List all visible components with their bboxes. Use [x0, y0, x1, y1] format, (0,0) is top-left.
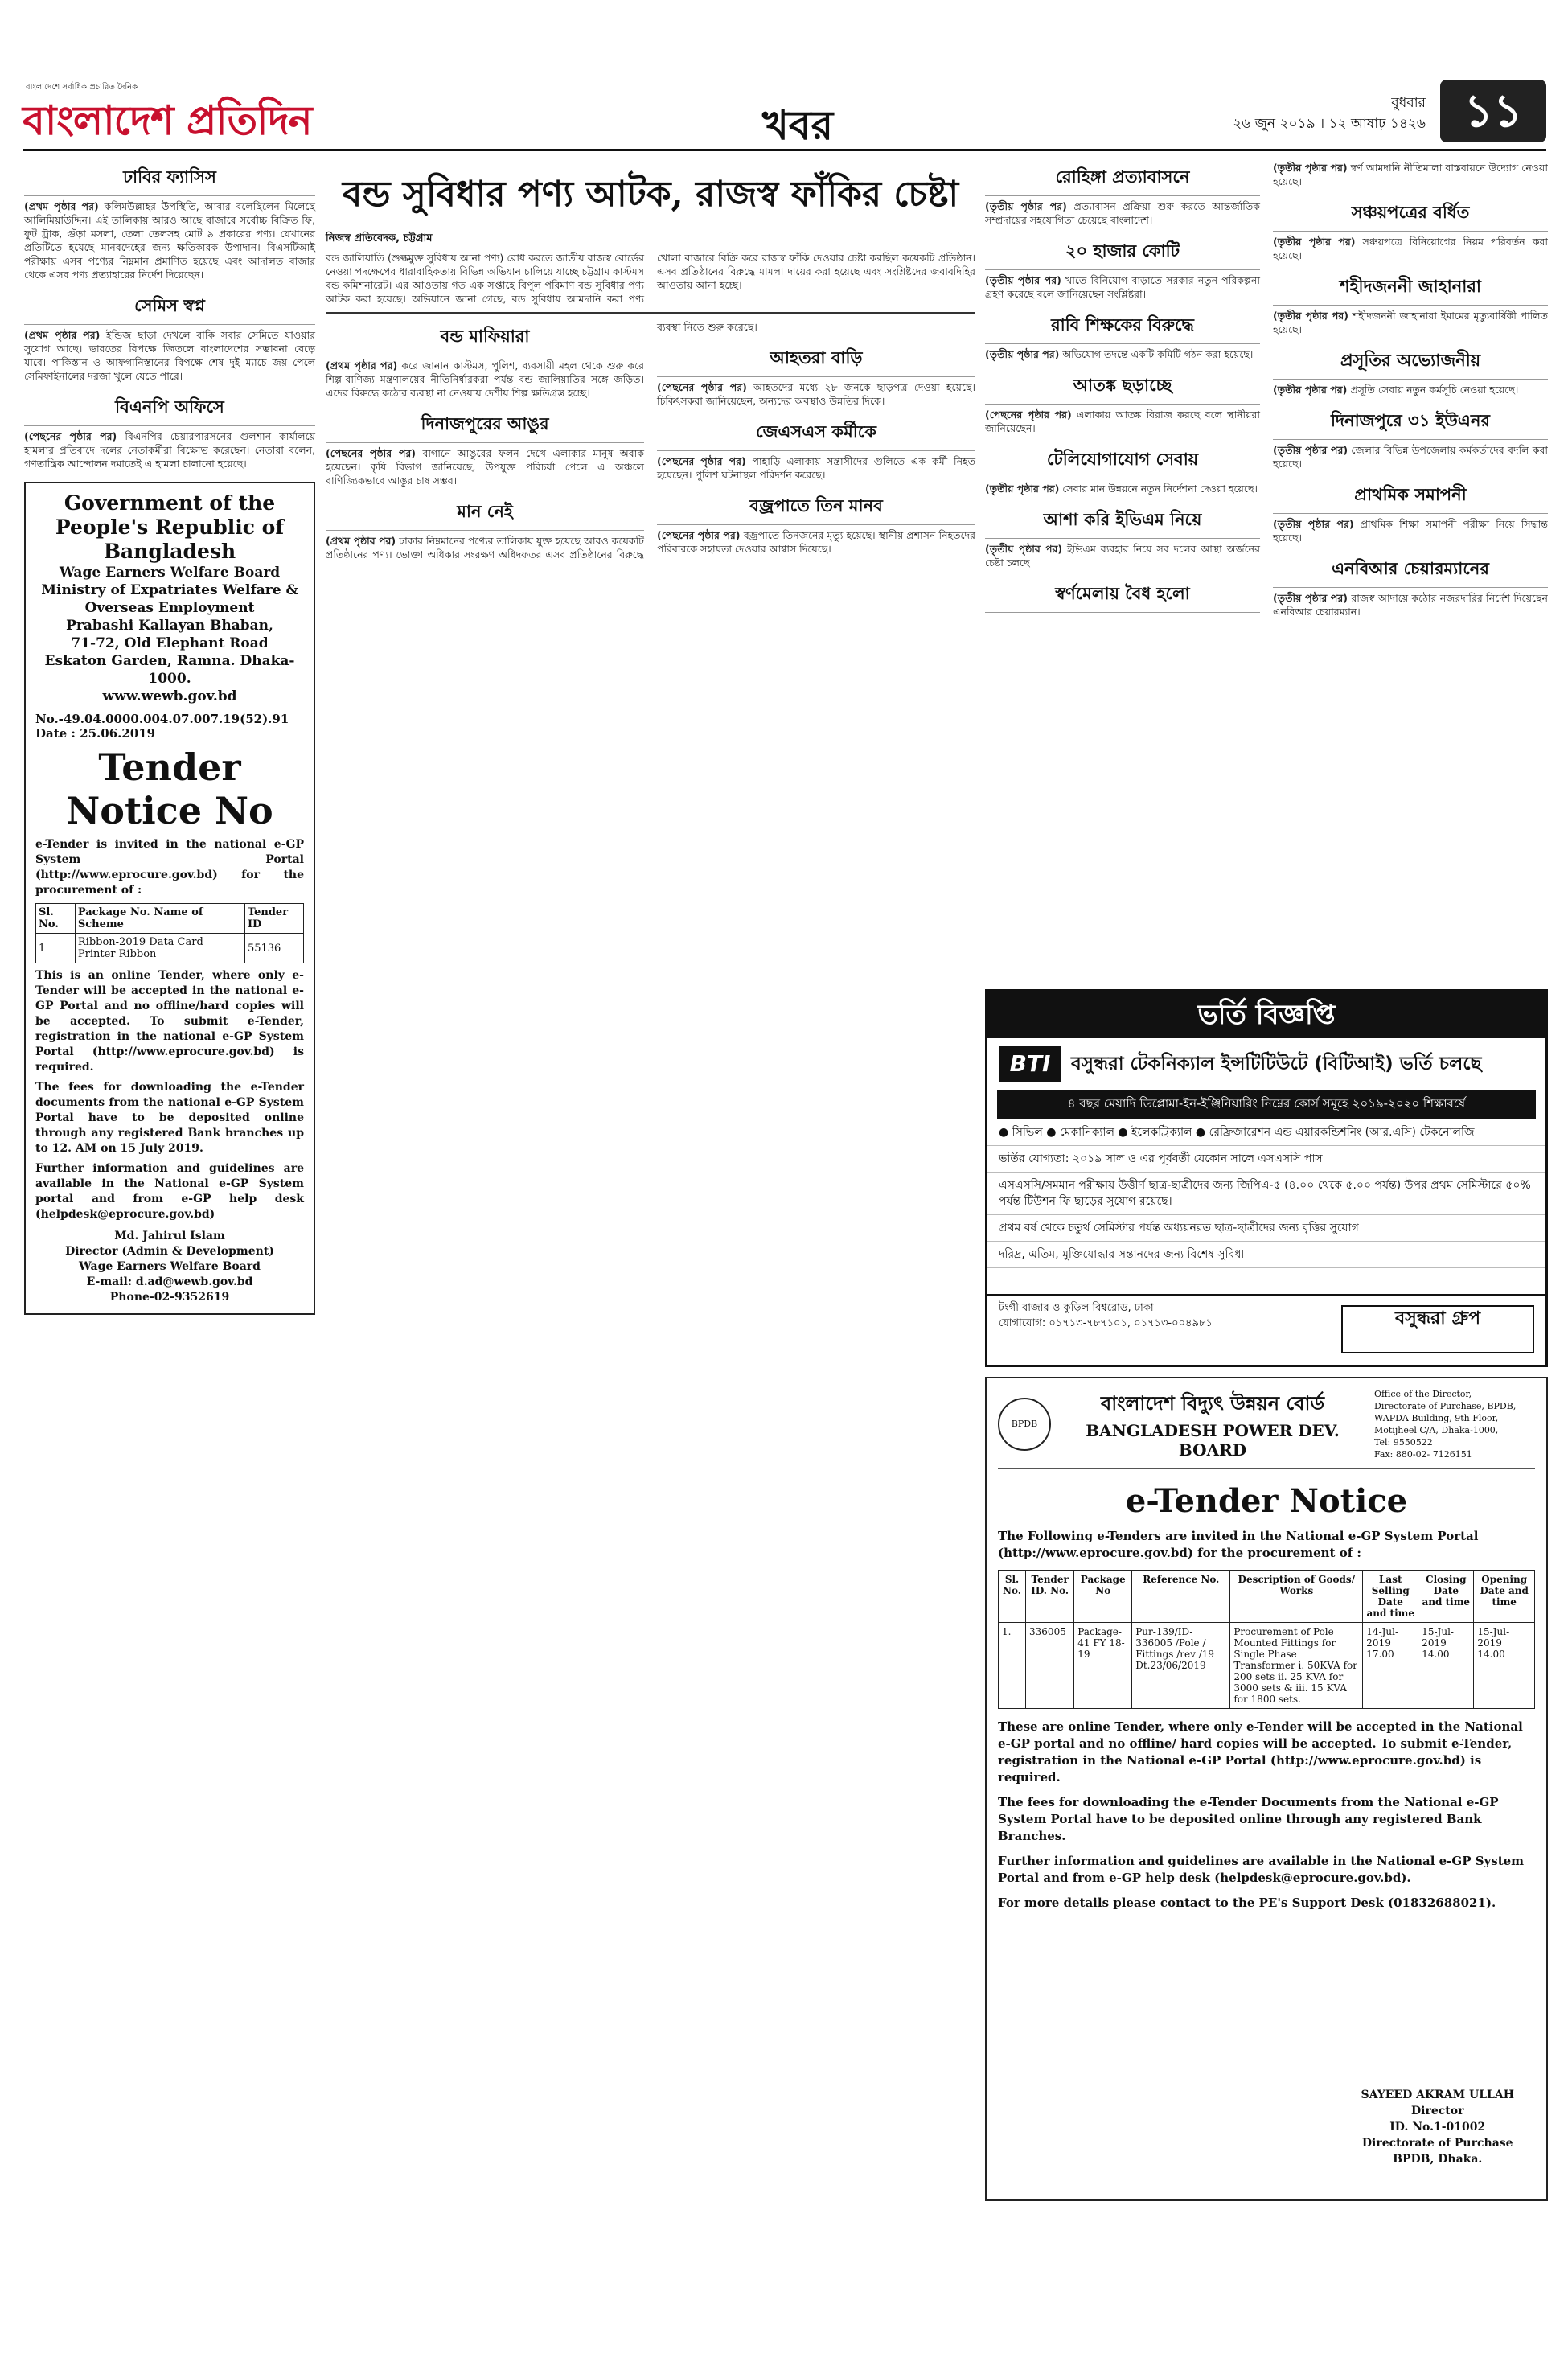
etender-org [1062, 1389, 1363, 1460]
story-bond-mafia [326, 320, 644, 400]
table-header-row [36, 904, 304, 934]
table-row [36, 934, 304, 963]
story-body: (তৃতীয় পৃষ্ঠার পর) রাজস্ব আদায়ে কঠোর নজরদারির নির্দেশ দিয়েছেন এনবিআর চেয়ারম্যান। [1273, 592, 1548, 618]
tender-website[interactable]: www.wewb.gov.bd [102, 688, 237, 704]
story-body: (প্রথম পৃষ্ঠার পর) ঢাকার নিম্নমানের পণ্যের তালিকায় যুক্ত হয়েছে আরও কয়েকটি প্রতিষ্ঠানের পণ্য। ভোক্তা অধিকার সংরক্ষণ অধিদফতর এসব প্রতিষ্ঠানের বিরুদ্ধে ব্যবস্থা নিতে শুরু করেছে। [326, 321, 757, 561]
table-header: Sl. No. [999, 1571, 1026, 1623]
story-body: (তৃতীয় পৃষ্ঠার পর) স্বর্ণ আমদানি নীতিমালা বাস্তবায়নে উদ্যোগ নেওয়া হয়েছে। [1273, 162, 1548, 187]
etender-header [998, 1388, 1535, 1469]
page-number: ১১ [1440, 80, 1546, 142]
ad-courses: ● সিভিল ● মেকানিক্যাল ● ইলেকট্রিক্যাল ● রেফ্রিজারেশন এন্ড এয়ারকন্ডিশনিং (আর.এসি) টেকনোলজি [987, 1119, 1545, 1146]
story-headline: ঢাবির ফ্যাসিস [24, 161, 315, 196]
table-cell: 1 [36, 934, 76, 963]
story-headline: সেমিস স্বপ্ন [24, 290, 315, 325]
table-header: Package No. Name of Scheme [75, 904, 244, 934]
tender-address: Eskaton Garden, Ramna. Dhaka-1000. [44, 653, 295, 687]
story-bnp [24, 391, 315, 470]
ad-benefit: দরিদ্র, এতিম, মুক্তিযোদ্ধার সন্তানদের জন্য বিশেষ সুবিধা [987, 1242, 1545, 1268]
story-body: (প্রথম পৃষ্ঠার পর) করে জানান কাস্টমস, পুলিশ, ব্যবসায়ী মহল থেকে শুরু করে শিল্প-বাণিজ্য মন্ত্রণালয়ের নীতিনির্ধারকরা পর্যন্ত বন্ড জালিয়াতির সঙ্গে জড়িত। এদের বিরুদ্ধে কঠোর ব্যবস্থা না নেওয়ায় দেশীয় শিল্প ক্ষতিগ্রস্ত হচ্ছে। [326, 359, 644, 399]
story-body: (তৃতীয় পৃষ্ঠার পর) প্রাথমিক শিক্ষা সমাপনী পরীক্ষা নিয়ে সিদ্ধান্ত হয়েছে। [1273, 518, 1548, 544]
story-body: (পেছনের পৃষ্ঠার পর) পাহাড়ি এলাকায় সন্ত্রাসীদের গুলিতে এক কর্মী নিহত হয়েছেন। পুলিশ ঘটনাস্থল পরিদর্শন করেছে। [657, 455, 975, 481]
ad-heading: ভর্তি বিজ্ঞপ্তি [987, 992, 1545, 1038]
lead-byline: নিজস্ব প্রতিবেদক, চট্টগ্রাম [326, 232, 433, 244]
story-headline: বিএনপি অফিসে [24, 391, 315, 426]
table-cell: 14-Jul-2019 17.00 [1363, 1623, 1418, 1709]
story-body: (প্রথম পৃষ্ঠার পর) কলিমউল্লাহর উপস্থিতি, আবার বলেছিলেন মিলেছে আলিমিয়াউদ্দিন। এই তালিকায় আরও আছে বাজারে সর্বোচ্চ বিক্রিত ফি, ফুট ট্রাক, গুঁড়া মসলা, তেলা তেলসহ মোট ৯ প্রকারের পণ্য। যেখানের প্রতিটিতে হয়েছে মানবদেহের জন্য ক্ষতিকারক উপাদান। বিএসটিআই পরীক্ষায় এসব পণ্যের নিম্নমান প্রমাণিত হয়েছে এবং আদালত বাজার থেকে এসব পণ্য প্রত্যাহারের নির্দেশ দিয়েছেন। [24, 200, 315, 281]
column-right [985, 161, 1548, 2201]
table-cell: Pur-139/ID-336005 /Pole / Fittings /rev /19 Dt.23/06/2019 [1132, 1623, 1230, 1709]
table-header: Closing Date and time [1418, 1571, 1474, 1623]
ad-address: টংগী বাজার ও কুড়িল বিশ্বরোড, ঢাকা [999, 1302, 1154, 1314]
story-headline: এনবিআর চেয়ারম্যানের [1273, 552, 1548, 588]
table-header: Reference No. [1132, 1571, 1230, 1623]
divider [326, 312, 975, 314]
bpdb-etender-notice [985, 1377, 1548, 2201]
lead-body: বন্ড জালিয়াতি (শুল্কমুক্ত সুবিধায় আনা পণ্য) রোধ করতে জাতীয় রাজস্ব বোর্ডের নেওয়া পদক্ষেপের ধারাবাহিকতায় বিভিন্ন অভিযান চালিয়ে যাচ্ছে চট্টগ্রাম কাস্টমস বন্ড কমিশনারেট। এর আওতায় গত এক সপ্তাহে বিপুল পরিমাণ বন্ড সুবিধার পণ্য আটক করা হয়েছে। অভিযানে জানা গেছে, বন্ড সুবিধায় আমদানি করা পণ্য খোলা বাজারে বিক্রি করে রাজস্ব ফাঁকি দেওয়ার চেষ্টা করছিল কয়েকটি প্রতিষ্ঠান। এসব প্রতিষ্ঠানের বিরুদ্ধে মামলা দায়ের করা হয়েছে এবং সংশ্লিষ্টদের জবাবদিহির আওতায় আনা হচ্ছে। [326, 252, 975, 305]
signer-name: Md. Jahirul Islam [114, 1230, 225, 1242]
table-row [999, 1623, 1535, 1709]
masthead-rule [23, 149, 1546, 151]
ad-subheading: ৪ বছর মেয়াদি ডিপ্লোমা-ইন-ইঞ্জিনিয়ারিং নিম্নের কোর্স সমূহে ২০১৯-২০২০ শিক্ষাবর্ষে [997, 1090, 1536, 1119]
signer-org: Wage Earners Welfare Board [79, 1260, 261, 1273]
story-headline: বজ্রপাতে তিন মানব [657, 490, 975, 525]
story-body: (তৃতীয় পৃষ্ঠার পর) প্রসূতি সেবায় নতুন কর্মসূচি নেওয়া হয়েছে। [1273, 384, 1519, 396]
table-header: Package No [1074, 1571, 1132, 1623]
signer-title: Director (Admin & Development) [65, 1245, 274, 1258]
story-dinajpur-grape [326, 408, 644, 487]
signer-org: BPDB, Dhaka. [1393, 2153, 1483, 2166]
table-header-row [999, 1571, 1535, 1623]
tender-address: Prabashi Kallayan Bhaban, [66, 618, 273, 634]
story-semis [24, 290, 315, 383]
etender-title: e-Tender Notice [1125, 1482, 1408, 1520]
ad-contact: যোগাযোগ: ০১৭১৩-৭৮৭১০১, ০১৭১৩-০০৪৯৮১ [999, 1317, 1213, 1329]
table-cell: Procurement of Pole Mounted Fittings for Single Phase Transformer i. 50KVA for 200 sets ii. 25 KVA for 3000 sets & iii. 15 KVA for 1800 sets. [1230, 1623, 1363, 1709]
signer-email[interactable]: E-mail: d.ad@wewb.gov.bd [86, 1275, 253, 1288]
story [985, 369, 1260, 435]
story-headline: স্বর্ণমেলায় বৈধ হলো [985, 577, 1260, 613]
etender-para: The fees for downloading the e-Tender Documents from the National e-GP System Portal have to be deposited online through any registered Bank Branches. [998, 1795, 1499, 1843]
etender-para: For more details please contact to the PE's Support Desk (01832688021). [998, 1896, 1496, 1910]
masthead [23, 76, 1546, 150]
table-cell: 336005 [1026, 1623, 1074, 1709]
story [985, 235, 1260, 301]
story-body: (পেছনের পৃষ্ঠার পর) আহতদের মধ্যে ২৮ জনকে ছাড়পত্র দেওয়া হয়েছে। চিকিৎসকরা জানিয়েছেন, অন্যদের অবস্থাও উন্নতির দিকে। [657, 381, 975, 407]
story [985, 503, 1260, 569]
tender-notice-wewb [24, 482, 315, 1315]
story-body: (তৃতীয় পৃষ্ঠার পর) অভিযোগ তদন্তে একটি কমিটি গঠন করা হয়েছে। [985, 348, 1254, 360]
table-header: Opening Date and time [1474, 1571, 1535, 1623]
story [1273, 270, 1548, 336]
story-body: (পেছনের পৃষ্ঠার পর) বজ্রপাতে তিনজনের মৃত্যু হয়েছে। স্থানীয় প্রশাসন নিহতদের পরিবারকে সহায়তা দেওয়ার আশ্বাস দিয়েছে। [657, 529, 975, 555]
tender-gov: Government of the People's Republic of Bangladesh [55, 491, 285, 563]
signer-directorate: Directorate of Purchase [1361, 2137, 1513, 2150]
signer-phone: Phone-02-9352619 [109, 1291, 230, 1304]
story-injured-home [657, 342, 975, 408]
table-cell: Ribbon-2019 Data Card Printer Ribbon [75, 934, 244, 963]
etender-para: These are online Tender, where only e-Tender will be accepted in the National e-GP portal and no offline/ hard copies will be accepted. To submit e-Tender, registration in the National e-GP Portal (http://www.eprocure.gov.bd) is required. [998, 1719, 1523, 1785]
table-header: Tender ID. No. [1026, 1571, 1074, 1623]
story [1273, 552, 1548, 618]
table-cell: 1. [999, 1623, 1026, 1709]
story-headline: টেলিযোগাযোগ সেবায় [985, 443, 1260, 478]
story [1273, 405, 1548, 470]
section-title: খবর [762, 101, 834, 149]
ad-benefit: এসএসসি/সমমান পরীক্ষায় উত্তীর্ণ ছাত্র-ছাত্রীদের জন্য জিপিএ-৫ (৪.০০ থেকে ৫.০০ পর্যন্ত) উপর প্রথম সেমিস্টারে ৫০% পর্যন্ত টিউশন ফি ছাড়ের সুযোগ রয়েছে। [987, 1173, 1545, 1215]
story [985, 309, 1260, 361]
story-body: (তৃতীয় পৃষ্ঠার পর) প্রত্যাবাসন প্রক্রিয়া শুরু করতে আন্তর্জাতিক সম্প্রদায়ের সহযোগিতা চেয়েছে বাংলাদেশ। [985, 200, 1260, 226]
story-body: (পেছনের পৃষ্ঠার পর) বাগানে আঙুরের ফলন দেখে এলাকার মানুষ অবাক হয়েছেন। কৃষি বিভাগ জানিয়েছে, উপযুক্ত পরিচর্যা পেলে এ অঞ্চলে বাণিজ্যিকভাবে আঙুর চাষ সম্ভব। [326, 447, 644, 487]
story-body: (পেছনের পৃষ্ঠার পর) বিএনপির চেয়ারপারসনের গুলশান কার্যালয়ে হামলার প্রতিবাদে দলের নেতাকর্মীরা বিক্ষোভ করেছেন। নেতারা বলেন, গণতান্ত্রিক আন্দোলন দমাতেই এ হামলা চালানো হয়েছে। [24, 430, 315, 470]
newspaper-logo: বাংলাদেশ প্রতিদিন [23, 97, 312, 144]
table-header: Description of Goods/ Works [1230, 1571, 1363, 1623]
story [1273, 478, 1548, 544]
story-headline: আহতরা বাড়ি [657, 342, 975, 377]
table-cell: 55136 [244, 934, 303, 963]
story-headline: জেএসএস কর্মীকে [657, 416, 975, 451]
bashundhara-group-logo: বসুন্ধরা গ্রুপ [1341, 1305, 1534, 1353]
story-body: (তৃতীয় পৃষ্ঠার পর) ইভিএম ব্যবহার নিয়ে সব দলের আস্থা অর্জনের চেষ্টা চলছে। [985, 543, 1260, 569]
table-cell: 15-Jul-2019 14.00 [1474, 1623, 1535, 1709]
story-headline: বন্ড মাফিয়ারা [326, 320, 644, 355]
signer-id: ID. No.1-01002 [1389, 2121, 1486, 2134]
org-name-bn: বাংলাদেশ বিদ্যুৎ উন্নয়ন বোর্ড [1100, 1391, 1325, 1415]
date-label: ২৬ জুন ২০১৯ । ১২ আষাঢ় ১৪২৬ [1233, 116, 1426, 132]
story-body: (তৃতীয় পৃষ্ঠার পর) সঞ্চয়পত্রে বিনিয়োগের নিয়ম পরিবর্তন করা হয়েছে। [1273, 236, 1548, 261]
story [1273, 196, 1548, 262]
bti-admission-ad [985, 989, 1548, 1367]
story-headline: আতঙ্ক ছড়াচ্ছে [985, 369, 1260, 405]
table-header: Last Selling Date and time [1363, 1571, 1418, 1623]
center-stories [326, 320, 975, 563]
etender-signature [1361, 2087, 1514, 2167]
tender-org: Wage Earners Welfare Board [59, 565, 281, 581]
ad-eligibility: ভর্তির যোগ্যতা: ২০১৯ সাল ও এর পূর্ববর্তী যেকোন সালে এসএসসি পাস [987, 1146, 1545, 1173]
table-cell: Package-41 FY 18-19 [1074, 1623, 1132, 1709]
right-stories [985, 161, 1548, 981]
story-body: (তৃতীয় পৃষ্ঠার পর) খাতে বিনিয়োগ বাড়াতে সরকার নতুন পরিকল্পনা গ্রহণ করেছে বলে জানিয়েছেন সংশ্লিষ্টরা। [985, 274, 1260, 300]
column-left [24, 161, 315, 1315]
story-dhabi [24, 161, 315, 281]
story-headline: দিনাজপুরের আঙুর [326, 408, 644, 443]
story-jss [657, 416, 975, 482]
story-body: (প্রথম পৃষ্ঠার পর) ইন্ডিজ ছাড়া দেখলে বাকি সবার সেমিতে যাওয়ার সুযোগ আছে। ভারতের বিপক্ষে জিতলে বাংলাদেশের সম্ভাবনা বেড়ে যাবে। পাকিস্তান ও আফগানিস্তানের বিপক্ষে শেষ দুই ম্যাচে জয় পেলে সেমিফাইনালের দরজা খুলে যেতে পারে। [24, 329, 315, 382]
table-header: Sl. No. [36, 904, 76, 934]
story-body: (পেছনের পৃষ্ঠার পর) এলাকায় আতঙ্ক বিরাজ করছে বলে স্থানীয়রা জানিয়েছেন। [985, 409, 1260, 434]
story-headline: সঞ্চয়পত্রের বর্ধিত [1273, 196, 1548, 232]
story-body: (তৃতীয় পৃষ্ঠার পর) জেলার বিভিন্ন উপজেলায় কর্মকর্তাদের বদলি করা হয়েছে। [1273, 444, 1548, 470]
dateline [1233, 92, 1426, 134]
story-headline: দিনাজপুরে ৩১ ইউএনর [1273, 405, 1548, 440]
tender-para: This is an online Tender, where only e-Tender will be accepted in the national e-GP Portal and no offline/hard copies will be accepted. To submit e-Tender, registration in the national e-GP System Portal (http://www.eprocure.gov.bd) is required. [35, 969, 304, 1074]
org-name-en: BANGLADESH POWER DEV. BOARD [1086, 1421, 1340, 1460]
story-headline: প্রসূতির অভ্যোজনীয় [1273, 344, 1548, 380]
story-headline: রোহিঙ্গা প্রত্যাবাসনে [985, 161, 1260, 196]
tender-ministry: Ministry of Expatriates Welfare & Overseas Employment [41, 582, 298, 616]
lead-headline: বন্ড সুবিধার পণ্য আটক, রাজস্ব ফাঁকির চেষ্টা [342, 174, 959, 215]
bti-logo: BTI [999, 1046, 1061, 1082]
ad-footer [987, 1294, 1545, 1365]
office-address: Office of the Director, Directorate of Purchase, BPDB, WAPDA Building, 9th Floor, Motijheel C/A, Dhaka-1000, Tel: 9550522 Fax: 880-02- 7126151 [1374, 1389, 1517, 1460]
logo-tagline: বাংলাদেশে সর্বাধিক প্রচারিত দৈনিক [26, 83, 138, 92]
story [1273, 344, 1548, 396]
table-cell: 15-Jul-2019 14.00 [1418, 1623, 1474, 1709]
tender-address: 71-72, Old Elephant Road [71, 635, 269, 651]
tender-table [35, 903, 304, 963]
story-headline: রাবি শিক্ষকের বিরুদ্ধে [985, 309, 1260, 344]
tender-para: e-Tender is invited in the national e-GP System Portal (http://www.eprocure.gov.bd) for the procurement of : [35, 838, 304, 897]
day-label: বুধবার [1391, 95, 1426, 111]
etender-para: Further information and guidelines are available in the National e-GP System Portal and from e-GP help desk (helpdesk@eprocure.gov.bd). [998, 1854, 1525, 1885]
story-headline: শহীদজননী জাহানারা [1273, 270, 1548, 306]
story-headline: আশা করি ইভিএম নিয়ে [985, 503, 1260, 539]
etender-table [998, 1570, 1535, 1709]
table-header: Tender ID [244, 904, 303, 934]
bpdb-emblem-icon: BPDB [998, 1398, 1051, 1451]
ad-institute-name: বসুন্ধরা টেকনিক্যাল ইন্সটিটিউটে (বিটিআই) ভর্তি চলছে [1071, 1053, 1482, 1074]
column-center [326, 161, 975, 563]
tender-number: No.-49.04.0000.004.07.007.19(52).91 Date : 25.06.2019 [35, 712, 289, 741]
story-body: (তৃতীয় পৃষ্ঠার পর) সেবার মান উন্নয়নে নতুন নির্দেশনা দেওয়া হয়েছে। [985, 483, 1258, 495]
tender-para: Further information and guidelines are available in the National e-GP System portal and from e-GP help desk (helpdesk@eprocure.gov.bd) [35, 1162, 304, 1221]
tender-para: The fees for downloading the e-Tender documents from the national e-GP System Portal have to be deposited online through any registered Bank branches up to 12. AM on 15 July 2019. [35, 1081, 304, 1155]
tender-title: Tender Notice No [66, 745, 273, 832]
story-headline: প্রাথমিক সমাপনী [1273, 478, 1548, 514]
tender-signature [35, 1229, 304, 1305]
etender-para: The Following e-Tenders are invited in the National e-GP System Portal (http://www.eprocure.gov.bd) for the procurement of : [998, 1529, 1479, 1560]
ad-benefit: প্রথম বর্ষ থেকে চতুর্থ সেমিস্টার পর্যন্ত অধ্যয়নরত ছাত্র-ছাত্রীদের জন্য বৃত্তির সুযোগ [987, 1215, 1545, 1242]
ad-institute [987, 1038, 1545, 1090]
story-lightning [657, 490, 975, 556]
story-headline: মান নেই [326, 495, 644, 531]
story [985, 161, 1260, 227]
story [985, 443, 1260, 495]
signer-title: Director [1411, 2105, 1464, 2117]
signer-name: SAYEED AKRAM ULLAH [1361, 2089, 1514, 2101]
story-headline: ২০ হাজার কোটি [985, 235, 1260, 270]
story-body: (তৃতীয় পৃষ্ঠার পর) শহীদজননী জাহানারা ইমামের মৃত্যুবার্ষিকী পালিত হয়েছে। [1273, 310, 1548, 335]
